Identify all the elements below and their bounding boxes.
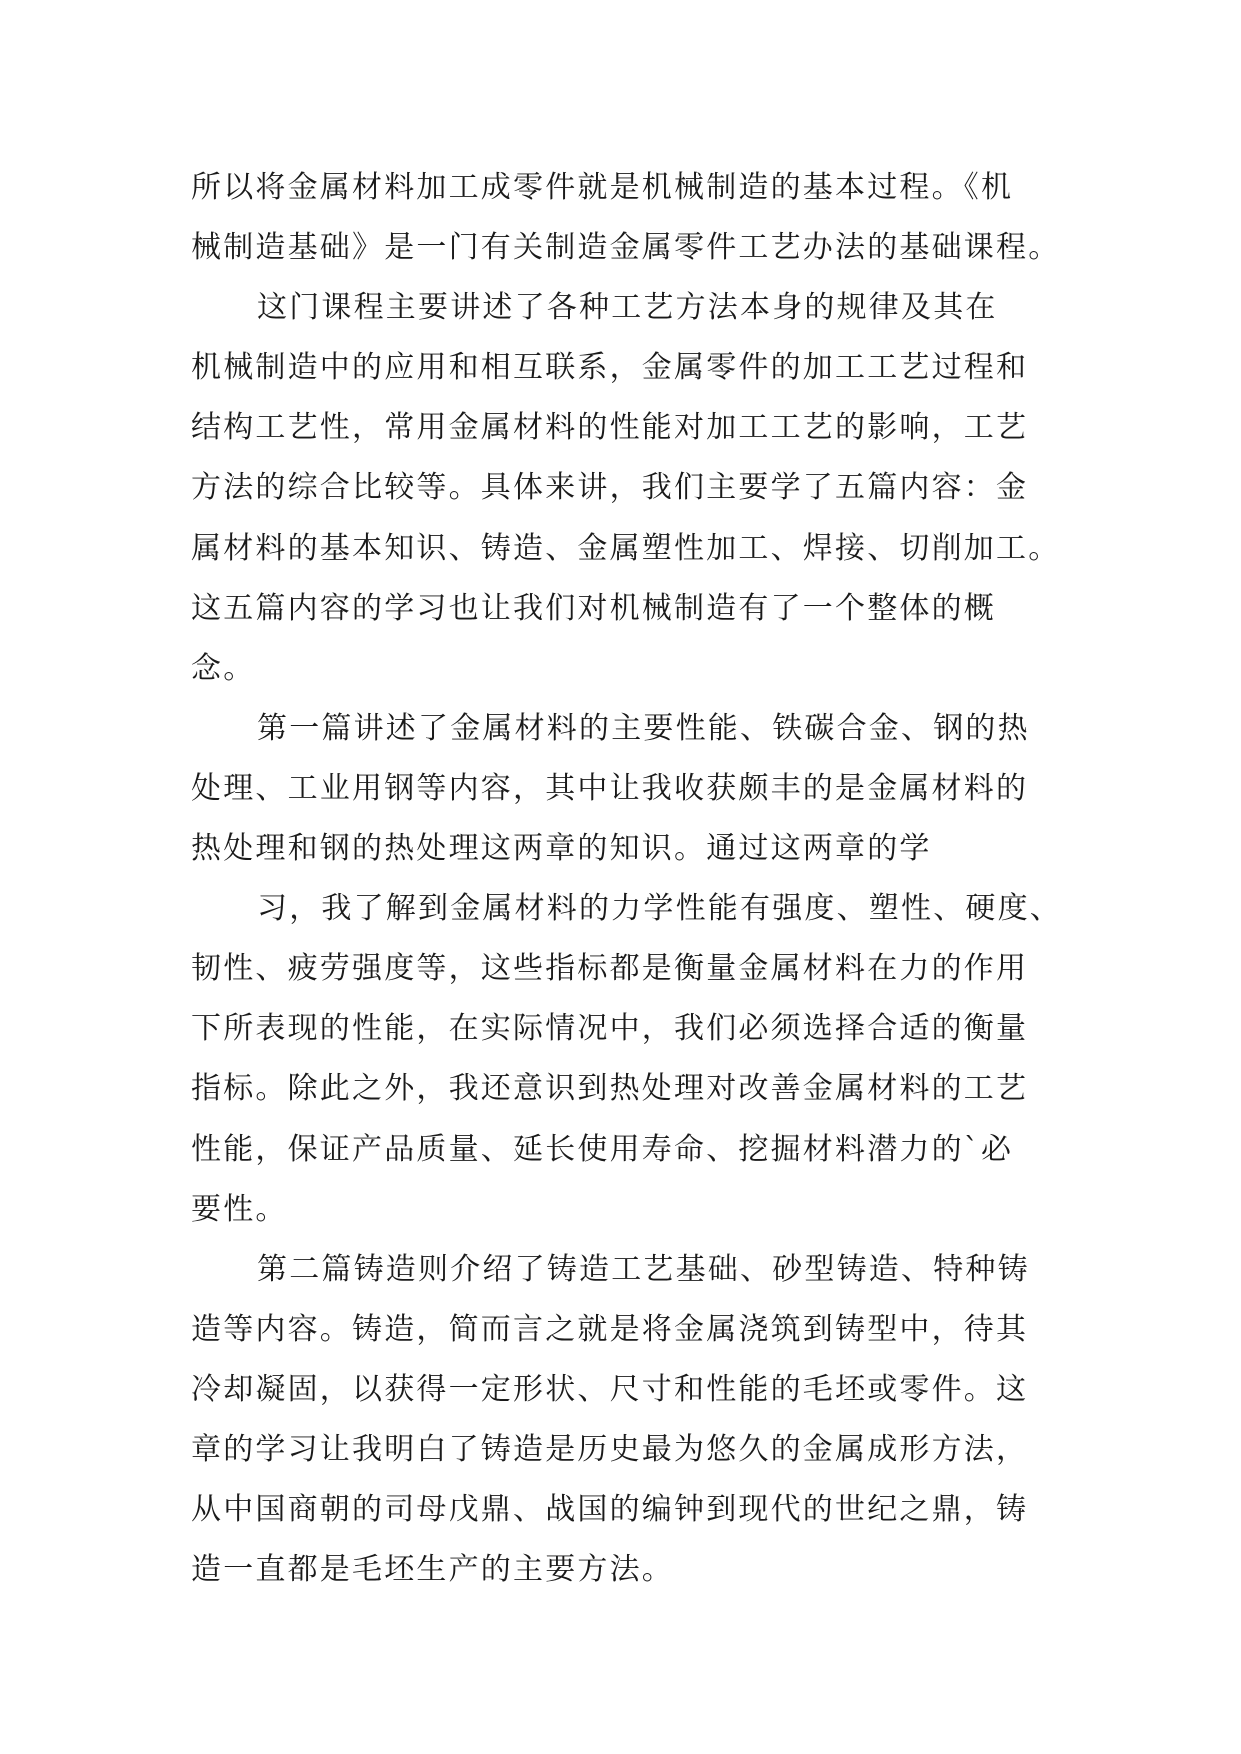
text-line: 下所表现的性能，在实际情况中，我们必须选择合适的衡量 (191, 1011, 1029, 1047)
text-line: 造一直都是毛坯生产的主要方法。 (191, 1552, 674, 1588)
paragraph-start-line: 这门课程主要讲述了各种工艺方法本身的规律及其在 (257, 290, 998, 326)
text-line: 念。 (191, 650, 256, 686)
text-line: 韧性、疲劳强度等，这些指标都是衡量金属材料在力的作用 (191, 951, 1029, 987)
text-line: 性能，保证产品质量、延长使用寿命、挖掘材料潜力的`必 (191, 1131, 1014, 1167)
text-line: 造等内容。铸造，简而言之就是将金属浇筑到铸型中，待其 (191, 1311, 1029, 1347)
document-body (191, 158, 1061, 1600)
text-line: 械制造基础》是一门有关制造金属零件工艺办法的基础课程。 (191, 230, 1061, 266)
text-line: 指标。除此之外，我还意识到热处理对改善金属材料的工艺 (191, 1071, 1029, 1107)
text-line: 从中国商朝的司母戊鼎、战国的编钟到现代的世纪之鼎，铸 (191, 1492, 1029, 1528)
paragraph-start-line: 第二篇铸造则介绍了铸造工艺基础、砂型铸造、特种铸 (257, 1251, 1030, 1287)
paragraph-start-line: 习，我了解到金属材料的力学性能有强度、塑性、硬度、 (257, 891, 1062, 927)
text-line: 方法的综合比较等。具体来讲，我们主要学了五篇内容：金 (191, 470, 1029, 506)
text-line: 章的学习让我明白了铸造是历史最为悠久的金属成形方法， (191, 1431, 1029, 1467)
text-line: 属材料的基本知识、铸造、金属塑性加工、焊接、切削加工。 (191, 530, 1061, 566)
text-line: 热处理和钢的热处理这两章的知识。通过这两章的学 (191, 831, 932, 867)
text-line: 结构工艺性，常用金属材料的性能对加工工艺的影响，工艺 (191, 410, 1029, 446)
text-line: 冷却凝固，以获得一定形状、尺寸和性能的毛坯或零件。这 (191, 1371, 1029, 1407)
text-line: 要性。 (191, 1191, 288, 1227)
paragraph-start-line: 第一篇讲述了金属材料的主要性能、铁碳合金、钢的热 (257, 710, 1030, 746)
text-line: 处理、工业用钢等内容，其中让我收获颇丰的是金属材料的 (191, 770, 1029, 806)
text-line: 这五篇内容的学习也让我们对机械制造有了一个整体的概 (191, 590, 996, 626)
text-line: 机械制造中的应用和相互联系，金属零件的加工工艺过程和 (191, 350, 1029, 386)
text-line: 所以将金属材料加工成零件就是机械制造的基本过程。《机 (191, 170, 1014, 205)
